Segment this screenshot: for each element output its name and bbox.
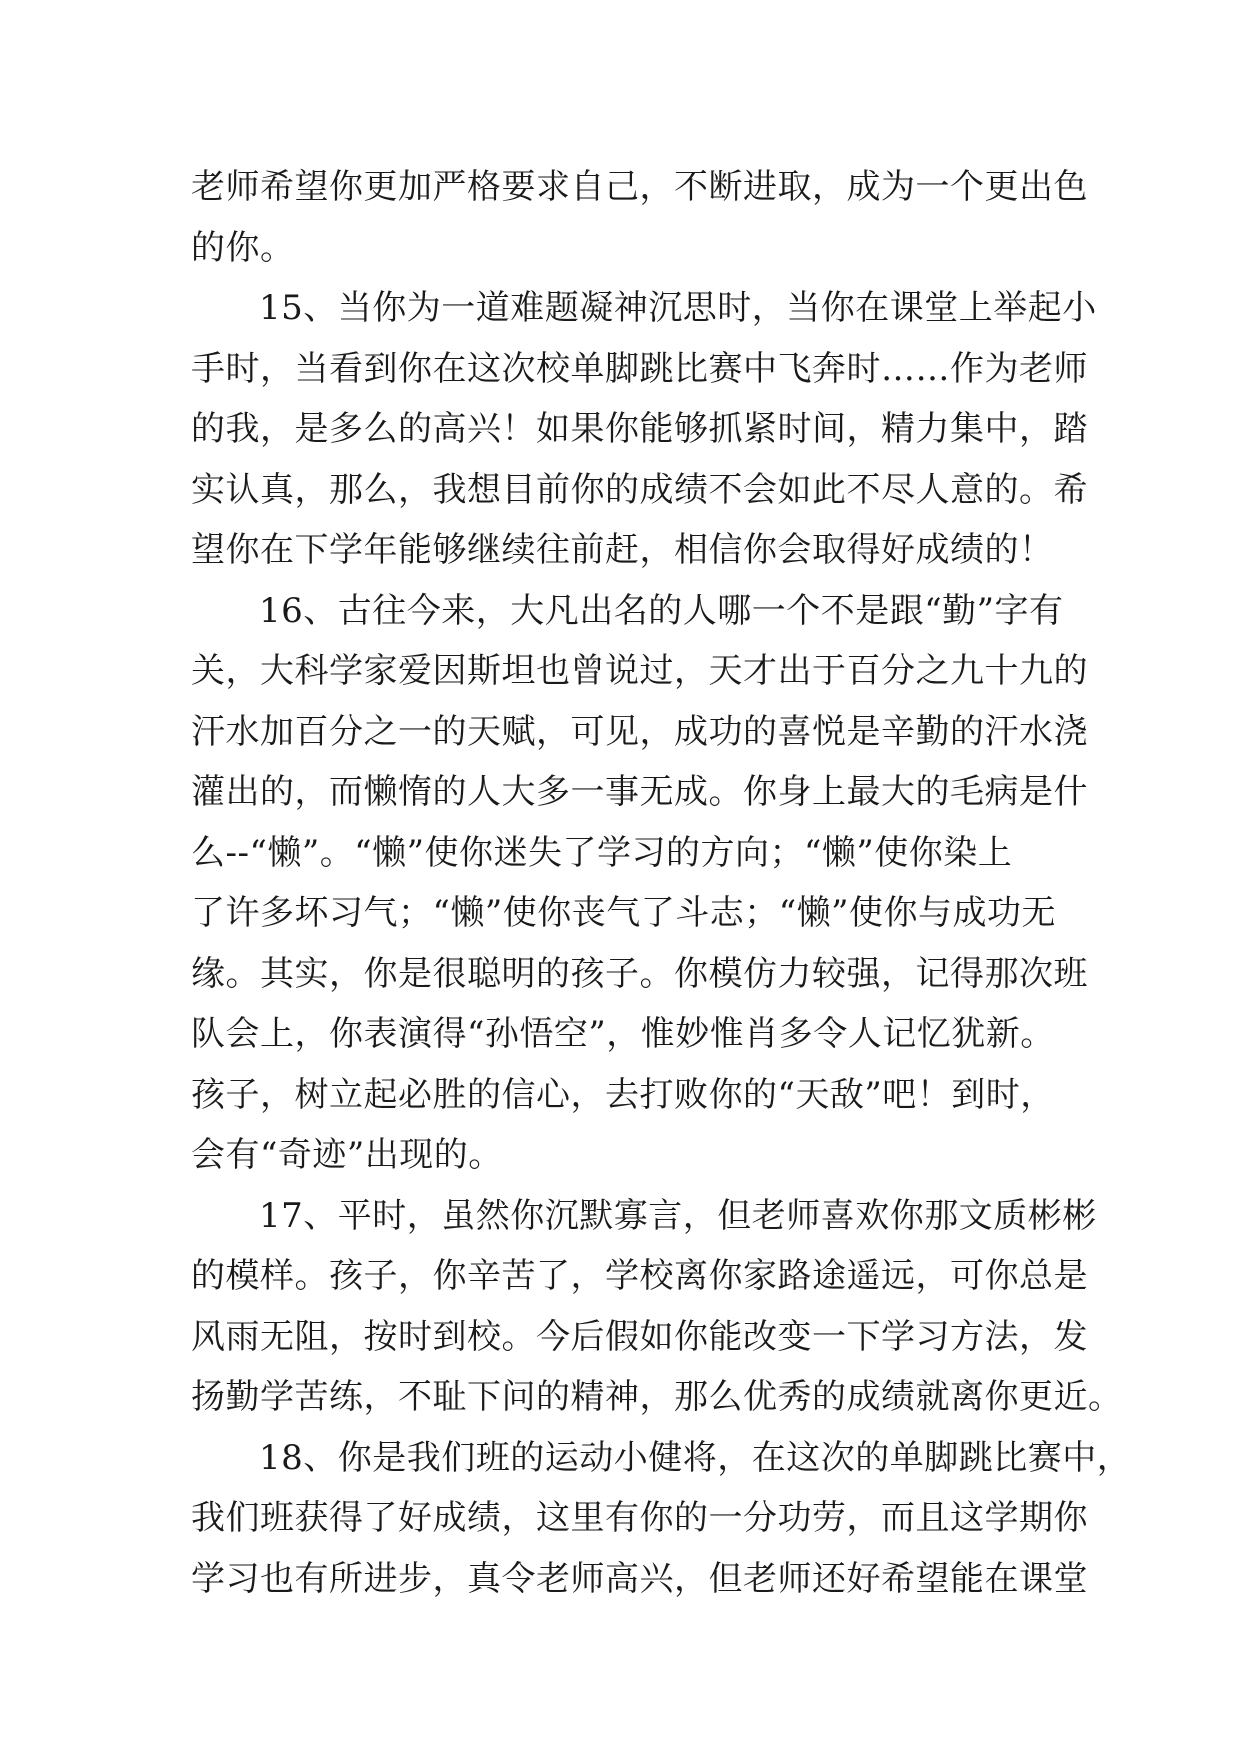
text-line: 实认真，那么，我想目前你的成绩不会如此不尽人意的。希 [191, 469, 1088, 510]
text-line: 学习也有所进步，真令老师高兴，但老师还好希望能在课堂 [191, 1558, 1088, 1599]
document-body [191, 157, 1132, 1609]
paragraph-start-16: 16、古往今来，大凡出名的人哪一个不是跟“勤”字有 [259, 590, 1064, 631]
text-line: 我们班获得了好成绩，这里有你的一分功劳，而且这学期你 [191, 1498, 1088, 1538]
text-line: 汗水加百分之一的天赋，可见，成功的喜悦是辛勤的汗水浇 [191, 711, 1088, 752]
text-line: 老师希望你更加严格要求自己，不断进取，成为一个更出色 [191, 167, 1088, 207]
text-line: 缘。其实，你是很聪明的孩子。你模仿力较强，记得那次班 [191, 953, 1088, 994]
text-line: 的模样。孩子，你辛苦了，学校离你家路途遥远，可你总是 [191, 1256, 1088, 1296]
text-line: 队会上，你表演得“孙悟空”，惟妙惟肖多令人记忆犹新。 [191, 1014, 1055, 1054]
paragraph-start-15: 15、当你为一道难题凝神沉思时，当你在课堂上举起小 [259, 288, 1097, 328]
text-line: 灌出的，而懒惰的人大多一事无成。你身上最大的毛病是什 [191, 772, 1088, 812]
text-line: 的我，是多么的高兴！如果你能够抓紧时间，精力集中，踏 [191, 409, 1088, 449]
text-line: 孩子，树立起必胜的信心，去打败你的“天敌”吧！到时， [191, 1074, 1055, 1115]
text-line: 会有“奇迹”出现的。 [191, 1135, 503, 1175]
text-line: 了许多坏习气；“懒”使你丧气了斗志；“懒”使你与成功无 [191, 893, 1057, 933]
text-line: 风雨无阻，按时到校。今后假如你能改变一下学习方法，发 [191, 1316, 1088, 1357]
text-line: 望你在下学年能够继续往前赶，相信你会取得好成绩的！ [191, 530, 1054, 570]
text-line: 扬勤学苦练，不耻下问的精神，那么优秀的成绩就离你更近。 [191, 1377, 1123, 1417]
text-line: 的你。 [191, 227, 295, 268]
paragraph-start-17: 17、平时，虽然你沉默寡言，但老师喜欢你那文质彬彬 [259, 1195, 1097, 1236]
text-line: 么--“懒”。“懒”使你迷失了学习的方向；“懒”使你染上 [191, 832, 1013, 873]
paragraph-start-18: 18、你是我们班的运动小健将，在这次的单脚跳比赛中， [259, 1437, 1132, 1478]
text-line: 手时，当看到你在这次校单脚跳比赛中飞奔时……作为老师 [191, 348, 1088, 389]
text-line: 关，大科学家爱因斯坦也曾说过，天才出于百分之九十九的 [191, 651, 1088, 691]
